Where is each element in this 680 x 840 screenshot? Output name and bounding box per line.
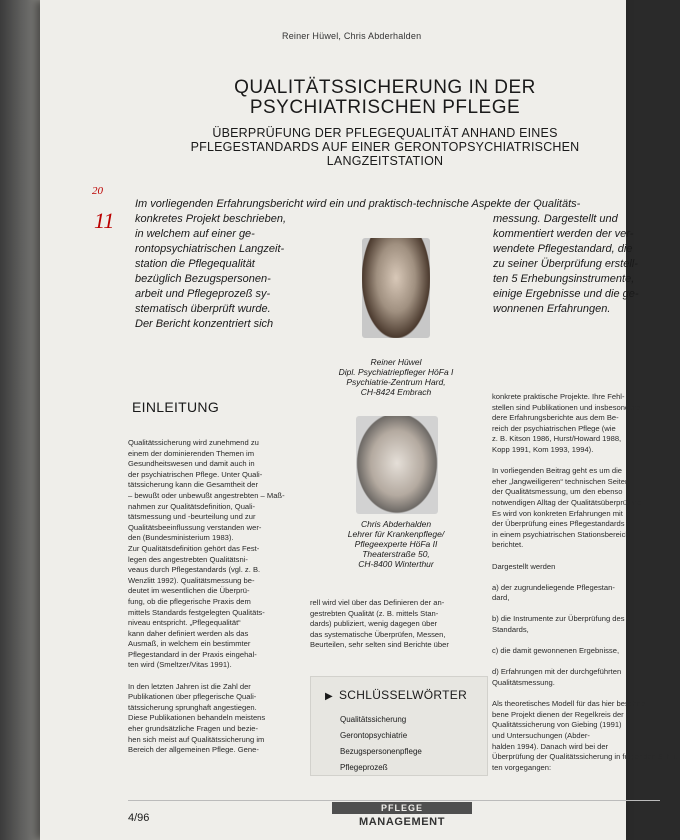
body-line: – bewußt oder unbewußt angestrebten – Maß- [128,490,285,500]
body-line: notwendigen Alltag der Qualitätsüberprüfung. [492,497,644,507]
intro-line: zu seiner Überprüfung erstell- [493,258,638,270]
body-line: Bereich der allgemeinen Pflege. Gene- [128,745,259,755]
author-caption-reiner [316,357,476,397]
body-line: veaus durch Pflegestandards (vgl. z. B. [128,565,261,575]
triangle-bullet-icon: ▶ [325,691,333,702]
caption-line: CH-8400 Winterthur [358,559,434,569]
body-line: Qualitätssicherung von Giebing (1991) [492,720,622,730]
issue-number: 4/96 [128,812,150,824]
caption-line: Psychiatrie-Zentrum Hard, [346,377,446,387]
title-line: QUALITÄTSSICHERUNG IN DER [234,77,536,98]
body-line: konkrete praktische Projekte. Ihre Fehl- [492,392,625,401]
body-line [492,636,660,647]
body-line: Kopp 1991, Kom 1993, 1994). [492,444,594,454]
journal-logo [332,802,472,830]
keywords-title-text: SCHLÜSSELWÖRTER [339,688,468,702]
intro-line: kommentiert werden der ver- [493,228,634,240]
body-line: hen sich meist auf Qualitätssicherung im [128,734,265,744]
body-line: Zur Qualitätsdefinition gehört das Fest- [128,543,260,553]
intro-line: ten 5 Erhebungsinstrumente, [493,273,635,285]
subtitle-line: PFLEGESTANDARDS AUF EINER GERONTOPSYCHIATRISCHEN [190,140,580,154]
keyword-item: Gerontopsychiatrie [340,731,408,740]
body-line: rell wird viel über das Definieren der an- [310,598,445,607]
body-line: stellen sind Publikationen und insbesondere [492,402,641,412]
handwritten-margin-mark: 20 [92,185,103,197]
logo-bottom-text: MANAGEMENT [358,816,446,828]
intro-line: wendete Pflegestandard, die [493,243,633,255]
title-line: PSYCHIATRISCHEN PFLEGE [249,97,521,118]
body-line: und Untersuchungen (Abder- [492,731,590,740]
body-line: a) der zugrundeliegende Pflegestan- [492,582,615,592]
body-line: Es wird von konkreten Erfahrungen mit [492,508,623,518]
intro-line: stematisch überprüft wurde. [135,303,271,315]
body-line: tätssicherung sprunghaft angestiegen. [128,702,257,712]
body-line: bene Projekt dienen der Regelkreis der [492,709,624,719]
body-line [492,657,660,668]
author-photo-reiner [362,238,430,338]
body-line [128,671,300,682]
caption-line: CH-8424 Embrach [360,387,432,397]
body-column-right [492,392,680,773]
caption-line: Theaterstraße 50, [362,549,430,559]
body-line: reich der psychiatrischen Pflege (wie [492,423,616,433]
body-line: das systematische Überprüfen, Messen, [310,629,446,639]
handwritten-margin-mark: 11 [94,208,115,233]
intro-left-column [135,212,310,332]
body-line [492,604,660,615]
body-line: d) Erfahrungen mit der durchgeführten [492,667,622,677]
body-line: Standards, [492,625,529,635]
body-line: Pflegestandard in der Praxis eingehal- [128,649,257,659]
body-line: kann daher definiert werden als das [128,628,249,638]
body-line: fung, ob die pflegerische Praxis dem [128,596,251,606]
body-line: Gesundheitswesen und damit auch in [128,459,255,469]
body-line: ten vorgegangen: [492,762,552,772]
section-heading: EINLEITUNG [132,399,220,415]
body-line: deutet im wesentlichen die Überprü- [128,586,250,596]
body-line: Als theoretisches Modell für das hier beschrie- [492,699,648,709]
body-line: dere Erfahrungsberichte aus dem Be- [492,413,619,423]
keyword-item: Qualitätssicherung [340,715,407,724]
intro-right-column [493,212,660,317]
body-column-middle [310,598,480,651]
body-line: nahmen zur Qualitätsdefinition, Quali- [128,501,256,511]
body-line: dard, [492,593,510,603]
body-line: Wenzlitt 1992). Qualitätsmessung be- [128,575,255,585]
body-line: dards) publiziert, wenig dagegen über [310,619,438,629]
body-line: in einem psychiatrischen Stationsbereich [492,529,630,539]
intro-line: bezüglich Bezugspersonen- [135,273,271,285]
body-line [492,572,660,583]
body-line: berichtet. [492,540,524,550]
intro-line: station die Pflegequalität [135,258,255,270]
caption-line: Reiner Hüwel [370,357,422,367]
body-line: den (Bundesministerium 1983). [128,533,234,543]
body-line: z. B. Kitson 1986, Hurst/Howard 1988, [492,434,622,444]
article-title [140,78,630,118]
body-line: Überprüfung der Qualitätssicherung in folgenden Schrit- [492,752,680,762]
body-line: Qualitätsmessung. [492,678,555,688]
body-line: Qualitätsbeeinflussung verstanden wer- [128,522,262,532]
body-line: der Überprüfung eines Pflegestandards [492,519,625,529]
body-line: der Qualitätsmessung, um den ebenso [492,487,623,497]
author-photo-chris [356,416,438,514]
body-line: c) die damit gewonnenen Ergebnisse, [492,646,620,656]
body-line: Qualitätssicherung wird zunehmend zu [128,438,259,447]
caption-line: Dipl. Psychiatriepfleger HöFa I [338,367,454,377]
body-line: niveau entspricht. „Pflegequalität“ [128,618,241,628]
keyword-item: Pflegeprozeß [340,763,388,772]
body-line: Dargestellt werden [492,561,556,571]
intro-line: rontopsychiatrischen Langzeit- [135,243,285,255]
intro-line: Der Bericht konzentriert sich [135,318,274,330]
author-caption-chris [316,519,476,569]
body-line: In den letzten Jahren ist die Zahl der [128,681,251,691]
body-column-left [128,438,300,756]
body-line: legen des angestrebten Qualitätsni- [128,554,248,564]
running-head: Reiner Hüwel, Chris Abderhalden [282,31,422,41]
page-gutter-shadow [0,0,40,840]
body-line: halden 1994). Danach wird bei der [492,741,609,751]
caption-line: Pflegeexperte HöFa II [354,539,438,549]
logo-top-text: PFLEGE [332,802,472,814]
body-line: In vorliegenden Beitrag geht es um die [492,466,623,476]
intro-line: konkretes Projekt beschrieben, [135,213,287,225]
subtitle-line: ÜBERPRÜFUNG DER PFLEGEQUALITÄT ANHAND EINES [212,126,558,140]
body-line: eher „langweiligeren“ technischen Seiten [492,476,630,486]
body-line: mittels Standards festgelegten Qualitäts- [128,607,265,617]
intro-line: wonnenen Erfahrungen. [493,303,611,315]
body-line [492,456,660,467]
body-line [492,689,660,700]
body-line: tätssicherung kann die Gesamtheit der [128,480,259,490]
body-line: Beurteilen, sehr selten sind Berichte über [310,640,449,650]
article-subtitle [140,126,630,168]
caption-line: Chris Abderhalden [360,519,432,529]
body-line: ten wird (Smeltzer/Vitas 1991). [128,660,232,670]
intro-line: arbeit und Pflegeprozeß sy- [135,288,271,300]
intro-first-line: Im vorliegenden Erfahrungsbericht wird ein und praktisch-technische Aspekte der Qualitäts- [135,198,581,210]
subtitle-line: LANGZEITSTATION [326,154,444,168]
body-line: tätsmessung und -beurteilung und zur [128,512,256,522]
intro-line: in welchem auf einer ge- [135,228,255,240]
body-line: b) die Instrumente zur Überprüfung des [492,614,625,624]
body-line: Diese Publikationen behandeln meistens [128,713,266,723]
body-line: der psychiatrischen Pflege. Unter Quali- [128,469,263,479]
intro-line: messung. Dargestellt und [493,213,618,225]
journal-page [40,0,680,840]
body-line: Ausmaß, in welchem ein bestimmter [128,639,251,649]
body-line: einem der dominierenden Themen im [128,448,255,458]
body-line: Publikationen über pflegerische Quali- [128,692,257,702]
keyword-item: Bezugspersonenpflege [340,747,422,756]
keywords-title [325,688,467,702]
intro-line: einige Ergebnisse und die ge- [493,288,639,300]
body-line: eher grundsätzliche Fragen und bezie- [128,724,259,734]
footer-rule [128,800,660,801]
caption-line: Lehrer für Krankenpflege/ [347,529,445,539]
keywords-list [340,712,422,776]
body-line [492,551,660,562]
body-line: gestrebten Qualität (z. B. mittels Stan- [310,608,439,618]
